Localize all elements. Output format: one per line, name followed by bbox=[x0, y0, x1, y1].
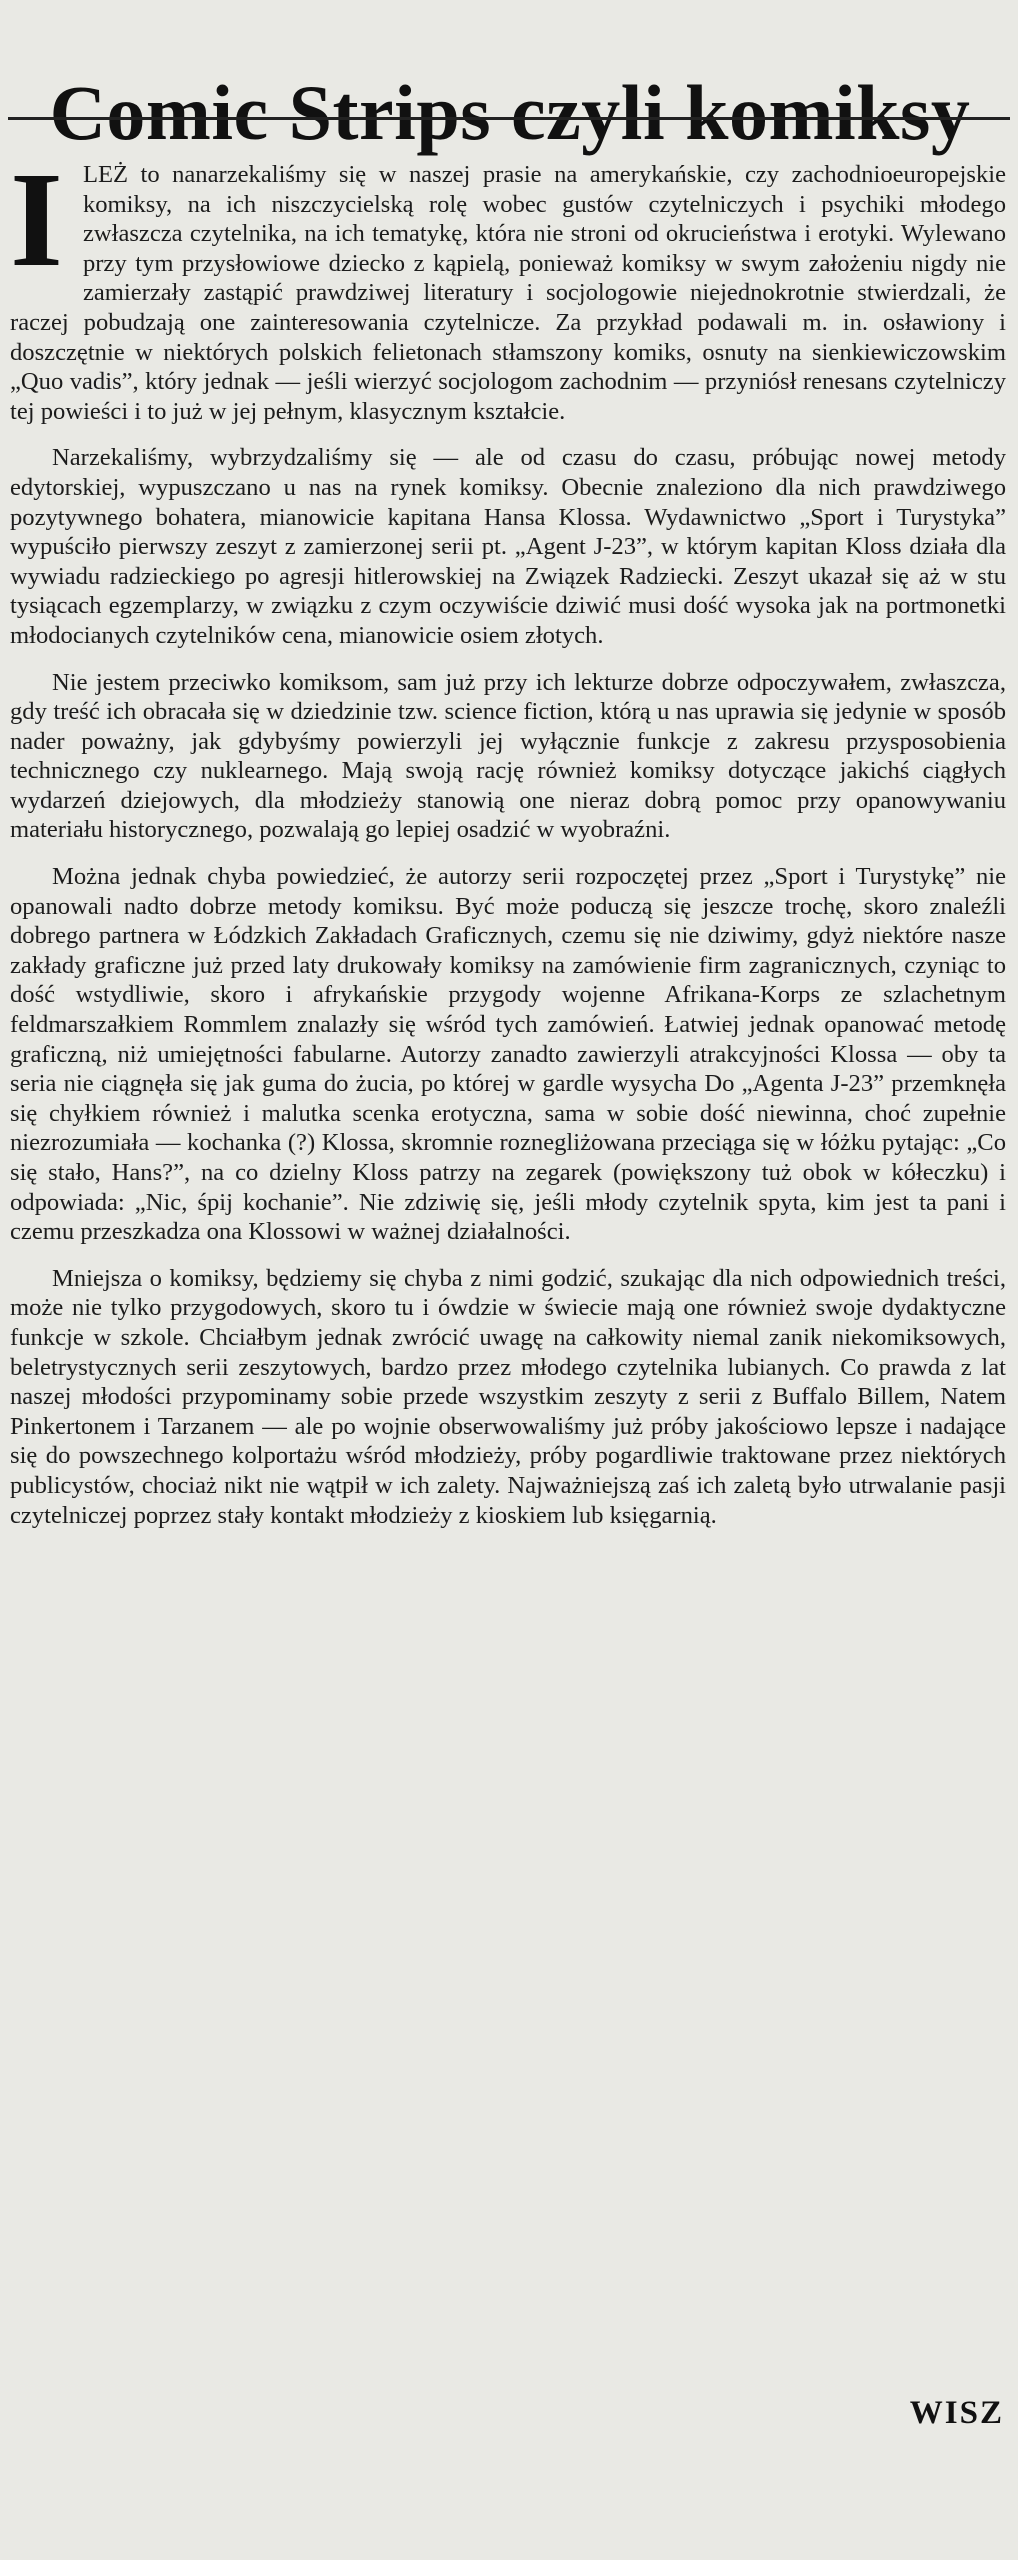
paragraph-4: Można jednak chyba powiedzieć, że autorzy serii rozpoczętej przez „Sport i Turystykę” nie opanowali nadto dobrze metody komiksu. Być może poduczą się jeszcze trochę, skoro znaleźli dobrego partnera w Łódzkich Zakładach Graficznych, czemu się nie dziwimy, gdyż niektóre nasze zakłady graficzne już przed laty drukowały komiksy na zamówienie firm zagranicznych, czyniąc to dość wstydliwie, skoro i afrykańskie przygody wojenne Afrikana-Korps ze szlachetnym feldmarszałkiem Rommlem znalazły się wśród tych zamówień. Łatwiej jednak opanować metodę graficzną, niż umiejętności fabularne. Autorzy zanadto zawierzyli atrakcyjności Klossa — oby ta seria nie ciągnęła się jak guma do żucia, po której w gardle wysycha Do „Agenta J-23” przemknęła się chyłkiem również i malutka scenka erotyczna, sama w sobie dość niewinna, choć zupełnie niezrozumiała — kochanka (?) Klossa, skromnie roznegliżowana przeciąga się w łóżku pytając: „Co się stało, Hans?”, na co dzielny Kloss patrzy na zegarek (powiększony tuż obok w kółeczku) i odpowiada: „Nic, śpij kochanie”. Nie zdziwię się, jeśli młody czytelnik spyta, kim jest ta pani i czemu przeszkadza ona Klossowi w ważnej działalności. bbox=[10, 863, 1006, 1246]
paragraph-1-text: LEŻ to nanarzekaliśmy się w naszej prasie na amerykańskie, czy zachodnioeuropejskie komiksy, na ich niszczycielską rolę wobec gustów czytelniczych i psychiki młodego zwłaszcza czytelnika, na ich tematykę, która nie stroni od okrucieństwa i erotyki. Wylewano przy tym przysłowiowe dziecko z kąpielą, ponieważ komiksy w swym założeniu nigdy nie zamierzały zastąpić prawdziwej literatury i socjologowie niejednokrotnie stwierdzali, że raczej pobudzają one zainteresowania czytelnicze. Za przykład podawali m. in. osławiony i doszczętnie w niektórych polskich felietonach stłamszony komiks, osnuty na sienkiewiczowskim „Quo vadis”, który jednak — jeśli wierzyć socjologom zachodnim — przyniósł renesans czytelniczy tej powieści i to już w jej pełnym, klasycznym kształcie. bbox=[10, 161, 1006, 425]
headline-rule bbox=[8, 117, 1010, 120]
paragraph-2: Narzekaliśmy, wybrzydzaliśmy się — ale od czasu do czasu, próbując nowej metody edytorskiej, wypuszczano u nas na rynek komiksy. Obecnie znaleziono dla nich prawdziwego pozytywnego bohatera, mianowicie kapitana Hansa Klossa. Wydawnictwo „Sport i Turystyka” wypuściło pierwszy zeszyt z zamierzonej serii pt. „Agent J-23”, w którym kapitan Kloss działa dla wywiadu radzieckiego po agresji hitlerowskiej na Związek Radziecki. Zeszyt ukazał się aż w stu tysiącach egzemplarzy, w związku z czym oczywiście dziwić musi dość wysoka jak na portmonetki młodocianych czytelników cena, mianowicie osiem złotych. bbox=[10, 444, 1006, 649]
paragraph-5: Mniejsza o komiksy, będziemy się chyba z nimi godzić, szukając dla nich odpowiednich treści, może nie tylko przygodowych, skoro tu i ówdzie w świecie mają one również swoje dydaktyczne funkcje w szkole. Chciałbym jednak zwrócić uwagę na całkowity niemal zanik niekomiksowych, beletrystycznych serii zeszytowych, bardzo przez młodego czytelnika lubianych. Co prawda z lat naszej młodości przypominamy sobie przede wszystkim zeszyty z serii z Buffalo Billem, Natem Pinkertonem i Tarzanem — ale po wojnie obserwowaliśmy już próby jakościowo lepsze i nadające się do powszechnego kolportażu wśród młodzieży, próby pogardliwie traktowane przez niektórych publicystów, chociaż nikt nie wątpił w ich zalety. Najważniejszą zaś ich zaletą było utrwalanie pasji czytelniczej poprzez stały kontakt młodzieży z kioskiem lub księgarnią. bbox=[10, 1264, 1006, 1529]
headline: Comic Strips czyli komiksy bbox=[49, 69, 971, 157]
paragraph-1 bbox=[10, 145, 1006, 426]
paragraph-3: Nie jestem przeciwko komiksom, sam już przy ich lekturze dobrze odpoczywałem, zwłaszcza, gdy treść ich obracała się w dziedzinie tzw. science fiction, którą u nas uprawia się jedynie w sposób nader poważny, jak gdybyśmy powierzyli jej wyłącznie funkcje z zakresu przysposobienia technicznego czy nuklearnego. Mają swoją rację również komiksy dotyczące jakichś ciągłych wydarzeń dziejowych, dla młodzieży stanowią one nieraz dobrą pomoc przy opanowywaniu materiału historycznego, pozwalają go lepiej osadzić w wyobraźni. bbox=[10, 668, 1006, 844]
author-signature: WISZ bbox=[909, 2395, 1004, 2431]
article-body bbox=[10, 145, 1006, 1547]
drop-cap: I bbox=[10, 145, 63, 295]
